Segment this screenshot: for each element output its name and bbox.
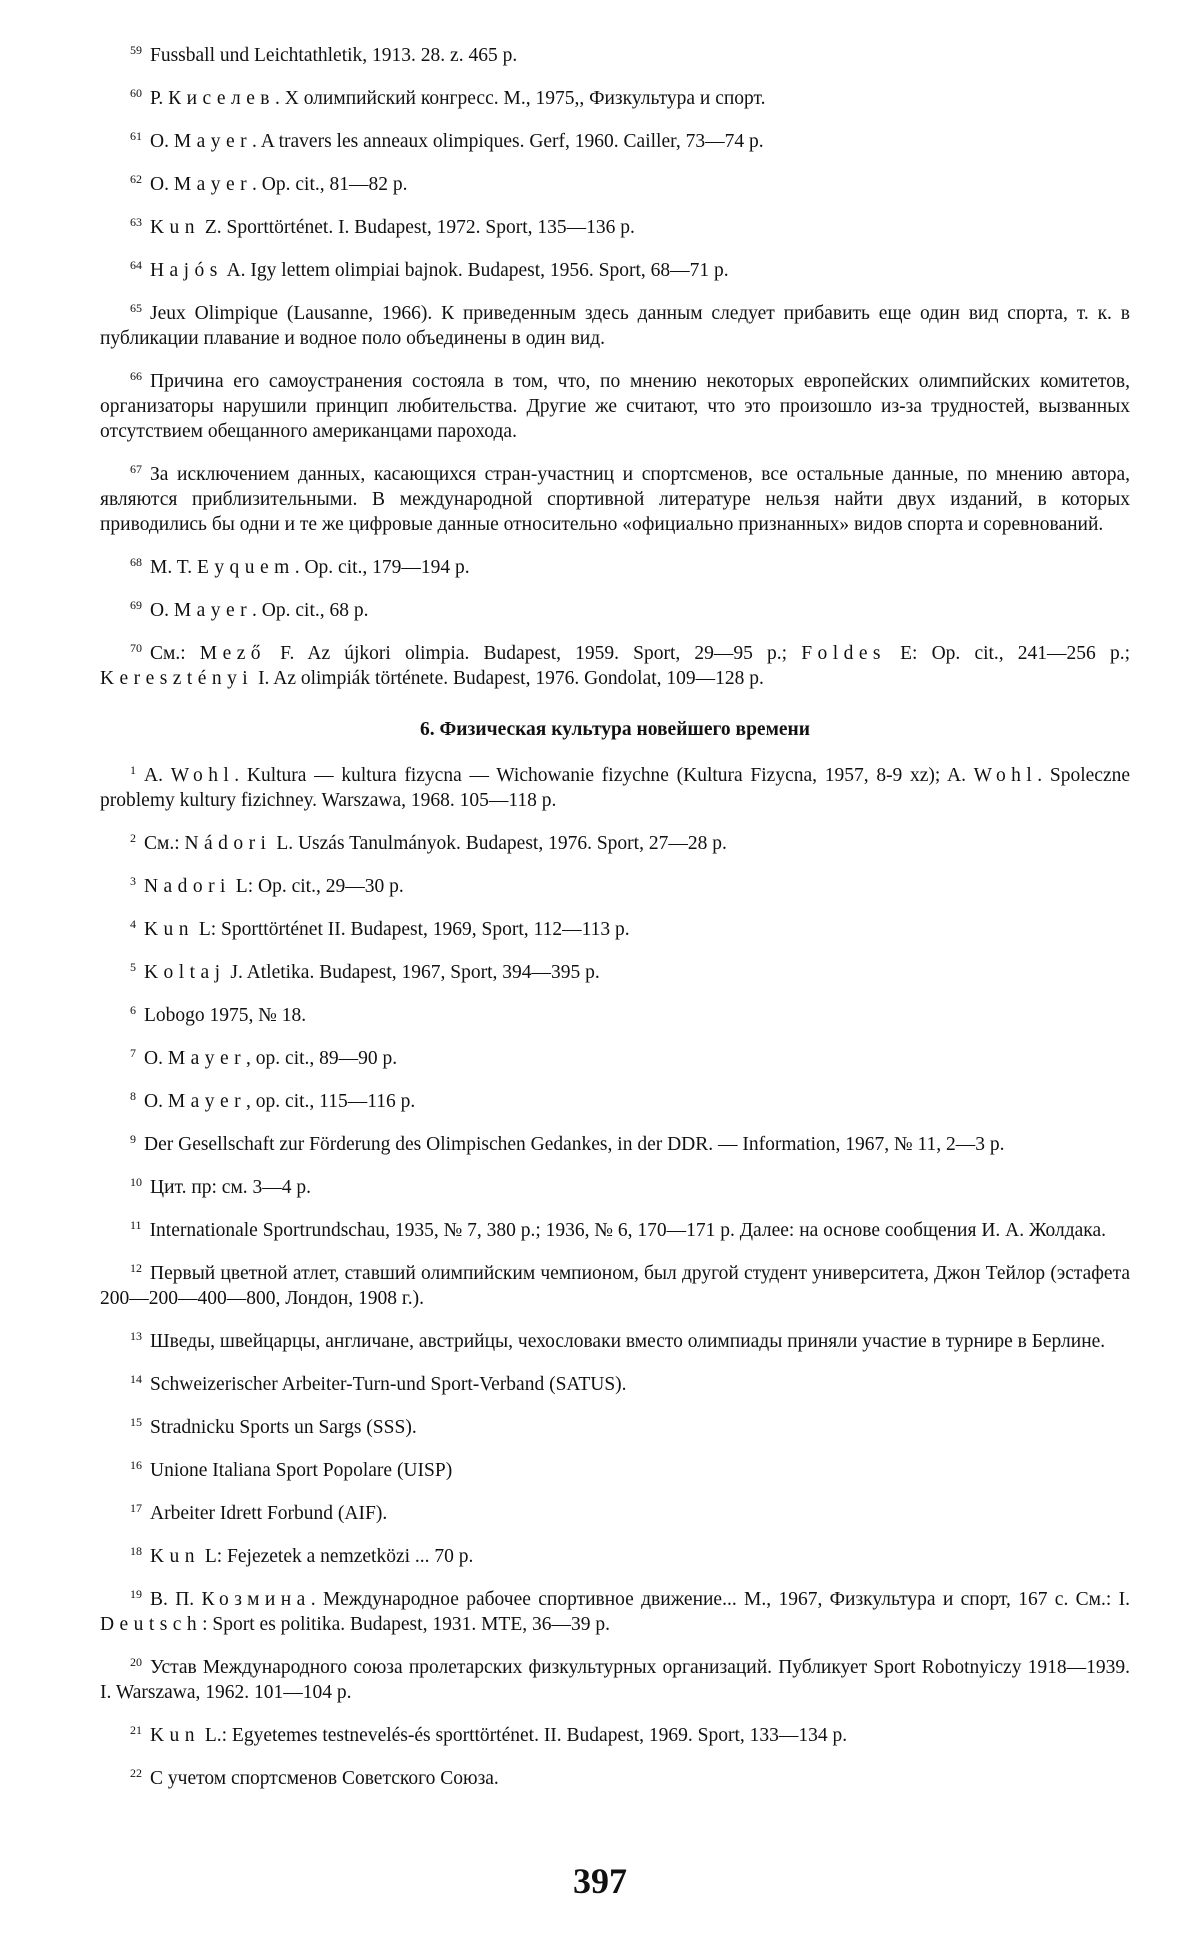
footnote-number: 70 (130, 641, 142, 655)
footnote-text: . Х олимпийский конгресс. М., 1975,, Физкультура и спорт. (274, 88, 766, 109)
footnote-text: Цит. пр: см. 3—4 p. (150, 1177, 312, 1198)
footnote-text: Arbeiter Idrett Forbund (AIF). (150, 1503, 388, 1524)
author-name: Keresztényi (100, 668, 254, 689)
footnote-number: 65 (130, 301, 142, 315)
footnote-text: . Spoleczne problemy kultury fizichney. Warszawa, 1968. 105—118 p. (100, 765, 1131, 811)
footnote-text: Р. (150, 88, 169, 109)
footnote-text: См.: (144, 833, 185, 854)
footnote-number: 13 (130, 1329, 142, 1343)
footnote-text: Fussball und Leichtathletik, 1913. 28. z. 465 p. (150, 45, 518, 66)
footnote (100, 1324, 1130, 1354)
footnote-text: E: Op. cit., 241—256 p.; (886, 643, 1130, 664)
footnote-text: Первый цветной атлет, ставший олимпийским чемпионом, был другой студент университета, Джон Тейлор (эстафета 200—200—400—800, Лондон, 1908 г.). (100, 1263, 1130, 1309)
footnote-number: 6 (130, 1003, 136, 1017)
author-name: Kun (144, 919, 194, 940)
footnote-number: 20 (130, 1655, 142, 1669)
footnote (100, 636, 1130, 691)
footnote-text: . Op. cit., 179—194 p. (294, 557, 470, 578)
footnote (100, 38, 1130, 68)
footnote-text: Internationale Sportrundschau, 1935, № 7, 380 p.; 1936, № 6, 170—171 p. Далее: на основе сообщения И. А. Жолдака. (149, 1220, 1106, 1241)
footnote-text: . Op. cit., 81—82 p. (252, 174, 408, 195)
author-name: Wohl (170, 765, 235, 786)
footnote (100, 1213, 1130, 1243)
footnote-number: 16 (130, 1458, 142, 1472)
author-name: Foldes (801, 643, 886, 664)
author-name: Kun (150, 217, 200, 238)
footnote-number: 63 (130, 215, 142, 229)
footnote-text: A. Igy lettem olimpiai bajnok. Budapest, 1956. Sport, 68—71 p. (222, 260, 729, 281)
footnote (100, 124, 1130, 154)
footnote-number: 9 (130, 1132, 136, 1146)
footnote (100, 167, 1130, 197)
footnote-number: 7 (130, 1046, 136, 1060)
footnote-text: O. (144, 1048, 168, 1069)
footnote-text: L. Uszás Tanulmányok. Budapest, 1976. Sport, 27—28 p. (271, 833, 727, 854)
author-name: Mayer (173, 600, 253, 621)
footnote-text: O. (150, 600, 174, 621)
footnote-text: O. (144, 1091, 168, 1112)
footnote-number: 64 (130, 258, 142, 272)
footnote (100, 81, 1130, 111)
footnote-text: Шведы, швейцарцы, англичане, австрийцы, чехословаки вместо олимпиады приняли участие в турнире в Берлине. (150, 1331, 1106, 1352)
footnote (100, 550, 1130, 580)
footnote-text: J. Atletika. Budapest, 1967, Sport, 394—395 p. (225, 962, 600, 983)
author-name: Koltaj (144, 962, 226, 983)
footnote-text: I. Az olimpiák története. Budapest, 1976. Gondolat, 109—128 p. (253, 668, 764, 689)
author-name: Nadori (144, 876, 231, 897)
footnote-text: . Op. cit., 68 p. (252, 600, 369, 621)
footnote (100, 1170, 1130, 1200)
footnote-text: Lobogo 1975, № 18. (144, 1005, 307, 1026)
author-name: Kun (150, 1725, 200, 1746)
footnote-number: 4 (130, 917, 136, 931)
footnote-text: A. (144, 765, 171, 786)
footnote-number: 61 (130, 129, 142, 143)
footnote (100, 1539, 1130, 1569)
page-number: 397 (573, 1861, 627, 1901)
footnote-number: 68 (130, 555, 142, 569)
footnote (100, 758, 1130, 813)
footnote-number: 12 (130, 1261, 142, 1275)
footnote-text: F. Az újkori olimpia. Budapest, 1959. Sport, 29—95 p.; (266, 643, 802, 664)
footnote (100, 1453, 1130, 1483)
footnote (100, 1496, 1130, 1526)
footnote (100, 869, 1130, 899)
footnote-number: 3 (130, 874, 136, 888)
footnote (100, 1410, 1130, 1440)
author-name: Козмина (201, 1589, 311, 1610)
footnote-text: См.: (150, 643, 200, 664)
author-name: Wohl (973, 765, 1038, 786)
author-name: Eyquem (196, 557, 295, 578)
footnote-number: 66 (130, 369, 142, 383)
footnote-text: Z. Sporttörténet. I. Budapest, 1972. Sport, 135—136 p. (199, 217, 635, 238)
footnote (100, 955, 1130, 985)
footnote-text: L: Fejezetek a nemzetközi ... 70 p. (199, 1546, 474, 1567)
footnote-text: O. (150, 174, 174, 195)
footnote-number: 62 (130, 172, 142, 186)
footnote-text: : Sport es politika. Budapest, 1931. MTE, 36—39 p. (202, 1614, 610, 1635)
footnote-number: 17 (130, 1501, 142, 1515)
footnote (100, 912, 1130, 942)
footnote (100, 253, 1130, 283)
endnotes-chapter-5 (100, 38, 1130, 691)
footnote-number: 11 (130, 1218, 142, 1232)
footnote-text: Stradnicku Sports un Sargs (SSS). (150, 1417, 417, 1438)
footnote-text: . Международное рабочее спортивное движение... М., 1967, Физкультура и спорт, 167 с. См.: I. (310, 1589, 1130, 1610)
endnotes-chapter-6 (100, 758, 1130, 1791)
footnote-text: Причина его самоустранения состояла в том, что, по мнению некоторых европейских олимпийских комитетов, организаторы нарушили принцип любительства. Другие же считают, что это произошло из-за трудностей, вызванных отсутствием обещанного американцами парохода. (100, 371, 1130, 442)
footnote-number: 10 (130, 1175, 142, 1189)
footnote-text: За исключением данных, касающихся стран-участниц и спортсменов, все остальные данные, по мнению автора, являются приблизительными. В международной спортивной литературе нельзя найти двух изданий, в которых приводились бы одни и те же цифровые данные относительно «официально признанных» видов спорта и соревнований. (100, 464, 1130, 535)
footnote-text: Unione Italiana Sport Popolare (UISP) (150, 1460, 453, 1481)
author-name: Mayer (167, 1048, 247, 1069)
footnote-text: Schweizerischer Arbeiter-Turn-und Sport-Verband (SATUS). (150, 1374, 627, 1395)
footnote-text: O. (150, 131, 174, 152)
footnote-number: 22 (130, 1766, 142, 1780)
footnote-number: 67 (130, 462, 142, 476)
footnote-number: 59 (130, 43, 142, 57)
footnote (100, 593, 1130, 623)
footnote (100, 364, 1130, 444)
footnote-number: 60 (130, 86, 142, 100)
footnote (100, 1367, 1130, 1397)
author-name: Hajós (150, 260, 223, 281)
footnote-text: M. T. (150, 557, 197, 578)
footnote-number: 5 (130, 960, 136, 974)
footnote-number: 21 (130, 1723, 142, 1737)
footnote-number: 1 (130, 763, 136, 777)
footnote (100, 1041, 1130, 1071)
author-name: Mayer (167, 1091, 247, 1112)
footnote (100, 998, 1130, 1028)
author-name: Deutsch (100, 1614, 203, 1635)
footnote-number: 19 (130, 1587, 142, 1601)
page-content (100, 38, 1130, 1804)
footnote (100, 1084, 1130, 1114)
footnote (100, 1127, 1130, 1157)
author-name: Mayer (173, 131, 253, 152)
footnote (100, 1650, 1130, 1705)
footnote (100, 1761, 1130, 1791)
footnote (100, 210, 1130, 240)
section-title: 6. Физическая культура новейшего времени (420, 719, 810, 740)
footnote-number: 8 (130, 1089, 136, 1103)
footnote (100, 1718, 1130, 1748)
footnote-text: , op. cit., 89—90 p. (246, 1048, 398, 1069)
footnote (100, 296, 1130, 351)
footnote-text: . Kultura — kultura fizycna — Wichowanie fizychne (Kultura Fizycna, 1957, 8-9 xz); A. (234, 765, 974, 786)
footnote-text: . A travers les anneaux olimpiques. Gerf, 1960. Cailler, 73—74 p. (252, 131, 764, 152)
footnote-number: 14 (130, 1372, 142, 1386)
author-name: Nádori (184, 833, 272, 854)
footnote-number: 15 (130, 1415, 142, 1429)
author-name: Mező (199, 643, 267, 664)
footnote-number: 2 (130, 831, 136, 845)
footnote (100, 1256, 1130, 1311)
footnote-text: Jeux Olimpique (Lausanne, 1966). К приведенным здесь данным следует прибавить еще один вид спорта, т. к. в публикации плавание и водное поло объединены в один вид. (100, 303, 1130, 349)
footnote-text: L: Op. cit., 29—30 p. (230, 876, 404, 897)
footnote (100, 826, 1130, 856)
footnote-text: L.: Egyetemes testnevelés-és sporttörténet. II. Budapest, 1969. Sport, 133—134 p. (199, 1725, 848, 1746)
footnote (100, 1582, 1130, 1637)
author-name: Mayer (173, 174, 253, 195)
footnote (100, 457, 1130, 537)
footnote-text: Der Gesellschaft zur Förderung des Olimpischen Gedankes, in der DDR. — Information, 1967, № 11, 2—3 p. (144, 1134, 1005, 1155)
author-name: Киселев (168, 88, 275, 109)
author-name: Kun (150, 1546, 200, 1567)
footnote-text: , op. cit., 115—116 p. (246, 1091, 416, 1112)
footnote-text: С учетом спортсменов Советского Союза. (150, 1768, 499, 1789)
footnote-number: 69 (130, 598, 142, 612)
footnote-number: 18 (130, 1544, 142, 1558)
footnote-text: В. П. (150, 1589, 202, 1610)
footnote-text: L: Sporttörténet II. Budapest, 1969, Sport, 112—113 p. (193, 919, 630, 940)
footnote-text: Устав Международного союза пролетарских физкультурных организаций. Публикует Sport Robotnyiczy 1918—1939. I. Warszawa, 1962. 101—104 p. (100, 1657, 1130, 1703)
